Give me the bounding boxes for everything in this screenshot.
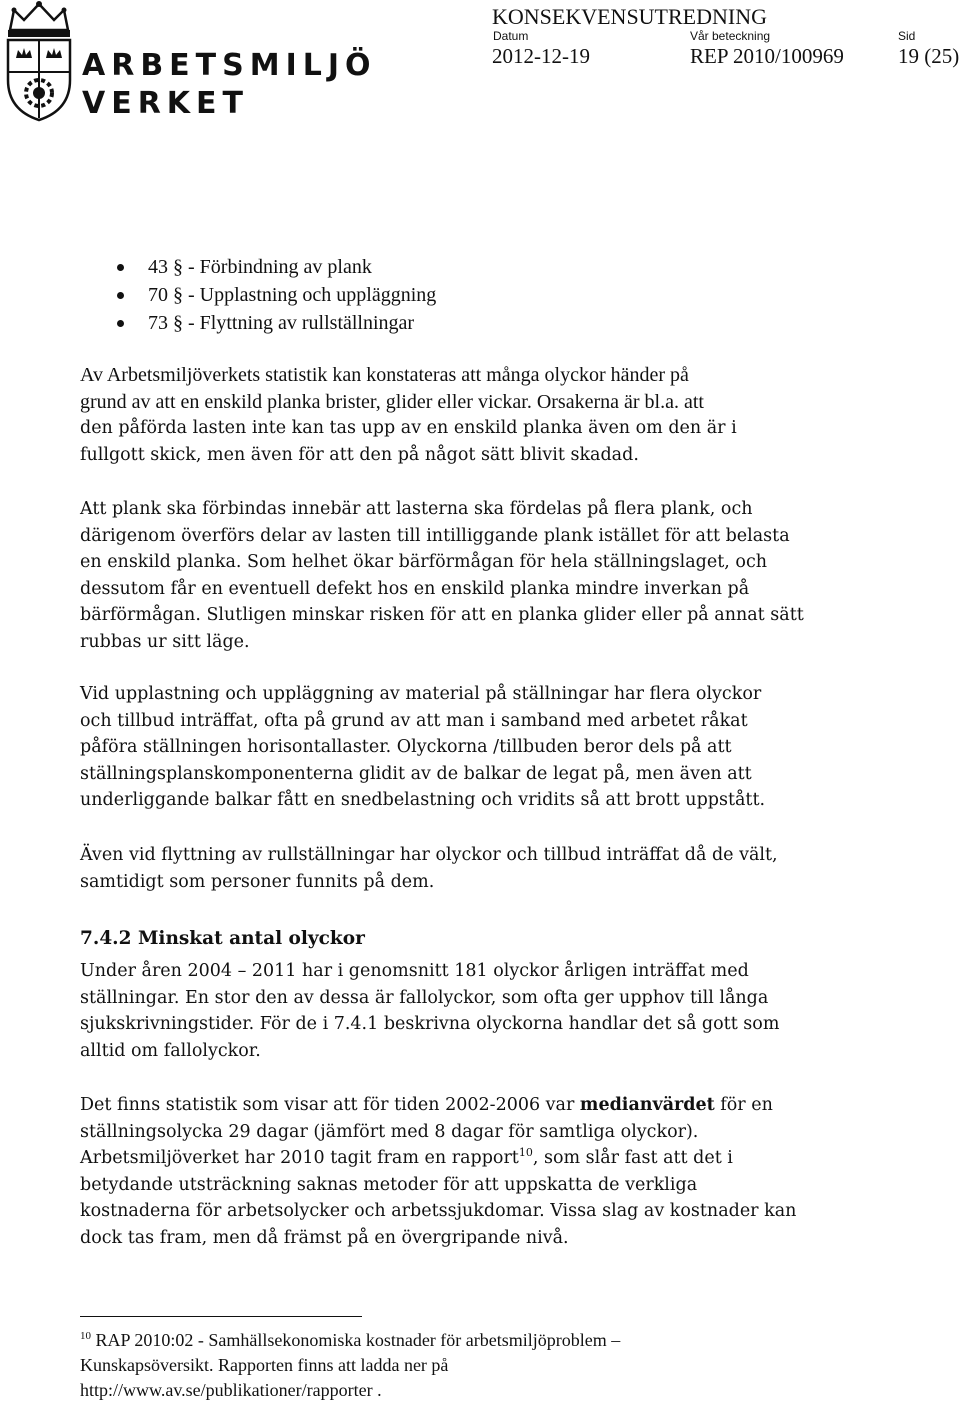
paragraph-line: Även vid flyttning av rullställningar har olyckor och tillbud inträffat då de vält, xyxy=(80,845,778,865)
bullet-icon xyxy=(117,320,124,327)
paragraph-line: rubbas ur sitt läge. xyxy=(80,631,250,652)
paragraph-line: ställningsplanskomponenterna glidit av de balkar de legat på, men även att xyxy=(80,763,752,784)
paragraph-rolling-scaffold xyxy=(80,842,880,895)
text-run: , som slår fast att det i xyxy=(532,1148,733,1168)
page-label: Sid xyxy=(898,29,916,43)
text-run: Arbetsmiljöverket har 2010 tagit fram en rapport xyxy=(80,1148,519,1168)
list-item-text: 70 § - Upplastning och uppläggning xyxy=(148,284,437,306)
paragraph-line xyxy=(80,1092,880,1119)
paragraph-line: och tillbud inträffat, ofta på grund av att man i samband med arbetet råkat xyxy=(80,710,748,731)
paragraph-line: samtidigt som personer funnits på dem. xyxy=(80,871,435,892)
paragraph-line: underliggande balkar fått en snedbelastning och vridits så att brott uppstått. xyxy=(80,790,766,810)
paragraph-line: grund av att en enskild planka brister, glider eller vickar. Orsakerna är bl.a. att xyxy=(80,390,704,413)
emphasis-median: medianvärdet xyxy=(579,1095,715,1115)
footnote-divider xyxy=(80,1316,362,1317)
paragraph-accident-count xyxy=(80,958,880,1064)
logo-wordmark-line2: VERKET xyxy=(82,86,250,121)
text-run: för en xyxy=(714,1095,773,1115)
section-heading: 7.4.2 Minskat antal olyckor xyxy=(80,928,365,949)
section-list xyxy=(80,253,436,337)
footnote xyxy=(80,1328,620,1403)
list-item xyxy=(80,309,436,337)
paragraph-line: den påförda lasten inte kan tas upp av en enskild planka även om den är i xyxy=(80,418,737,438)
reference-value: REP 2010/100969 xyxy=(690,44,844,68)
footnote-text: RAP 2010:02 - Samhällsekonomiska kostnader för arbetsmiljöproblem – xyxy=(91,1330,621,1350)
paragraph-line: betydande utsträckning saknas metoder för att uppskatta de verkliga xyxy=(80,1174,698,1195)
paragraph-line: påföra ställningen horisontallaster. Olyckorna /tillbuden beror dels på att xyxy=(80,737,732,757)
paragraph-line: alltid om fallolyckor. xyxy=(80,1040,261,1061)
footnote-line xyxy=(80,1328,620,1353)
paragraph-line: Av Arbetsmiljöverkets statistik kan konstateras att många olyckor händer på xyxy=(80,364,689,386)
footnote-line: Kunskapsöversikt. Rapporten finns att ladda ner på xyxy=(80,1355,449,1375)
footnote-link[interactable]: http://www.av.se/publikationer/rapporter . xyxy=(80,1380,382,1400)
paragraph-line: en enskild planka. Som helhet ökar bärförmågan för hela ställningslaget, och xyxy=(80,552,768,572)
paragraph-line: ställningsolycka 29 dagar (jämfört med 8 dagar för samtliga olyckor). xyxy=(80,1121,699,1142)
reference-label: Vår beteckning xyxy=(690,29,771,43)
paragraph-line: sjukskrivningstider. För de i 7.4.1 beskrivna olyckorna handlar det så gott som xyxy=(80,1014,780,1034)
paragraph-line: dessutom får en eventuell defekt hos en enskild planka mindre inverkan på xyxy=(80,578,750,599)
date-value: 2012-12-19 xyxy=(492,44,590,68)
paragraph-line xyxy=(80,1145,880,1172)
paragraph-loading xyxy=(80,681,880,814)
paragraph-line: Vid upplastning och uppläggning av material på ställningar har flera olyckor xyxy=(80,684,762,704)
list-item-text: 73 § - Flyttning av rullställningar xyxy=(148,312,415,334)
paragraph-line: därigenom överförs delar av lasten till intilliggande plank istället för att belasta xyxy=(80,525,790,546)
paragraph-line: ställningar. En stor den av dessa är fallolyckor, som ofta ger upphov till långa xyxy=(80,987,769,1008)
paragraph-plank-binding xyxy=(80,496,880,655)
document-type: KONSEKVENSUTREDNING xyxy=(492,4,767,29)
bullet-icon xyxy=(117,292,124,299)
page-number: 19 (25) xyxy=(898,44,960,68)
list-item-text: 43 § - Förbindning av plank xyxy=(148,256,372,278)
text-run: Det finns statistik som visar att för tiden 2002-2006 var xyxy=(80,1095,580,1115)
paragraph-line: kostnaderna för arbetsolycker och arbetssjukdomar. Vissa slag av kostnader kan xyxy=(80,1201,797,1221)
paragraph-line: dock tas fram, men då främst på en övergripande nivå. xyxy=(80,1227,569,1248)
logo-wordmark-line1: ARBETSMILJÖ xyxy=(82,48,377,83)
agency-logo xyxy=(0,0,377,125)
paragraph-statistics xyxy=(80,362,880,468)
paragraph-line: bärförmågan. Slutligen minskar risken för att en planka glider eller på annat sätt xyxy=(80,605,804,625)
footnote-reference[interactable]: 10 xyxy=(518,1146,533,1160)
crown-emblem-icon xyxy=(0,0,78,125)
paragraph-line: Under åren 2004 – 2011 har i genomsnitt 181 olyckor årligen inträffat med xyxy=(80,961,749,981)
paragraph-sick-leave xyxy=(80,1092,880,1251)
list-item xyxy=(80,281,436,309)
paragraph-line: fullgott skick, men även för att den på något sätt blivit skadad. xyxy=(80,444,639,465)
bullet-icon xyxy=(117,264,124,271)
footnote-number: 10 xyxy=(80,1330,91,1342)
list-item xyxy=(80,253,436,281)
paragraph-line: Att plank ska förbindas innebär att lasterna ska fördelas på flera plank, och xyxy=(80,499,753,519)
date-label: Datum xyxy=(493,29,529,43)
